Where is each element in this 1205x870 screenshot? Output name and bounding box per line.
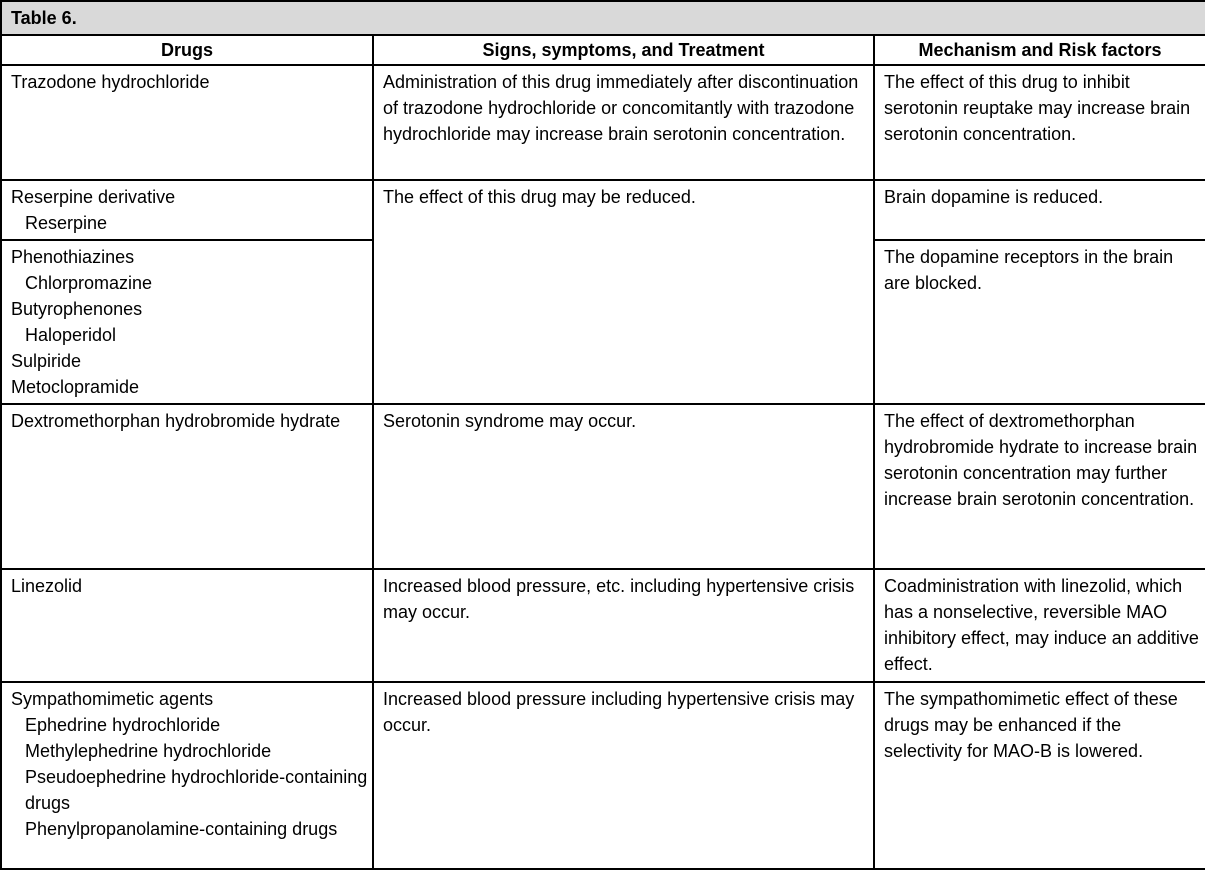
drug-group: Sympathomimetic agents <box>11 689 214 709</box>
drugs-cell <box>1 569 373 682</box>
drug-name: Linezolid <box>11 576 83 596</box>
drugs-cell <box>1 65 373 180</box>
drug-group: Reserpine derivative <box>11 187 176 207</box>
table-row-sympathomimetic <box>1 682 1205 869</box>
signs-cell: Serotonin syndrome may occur. <box>373 404 874 569</box>
signs-cell: Increased blood pressure including hypertensive crisis may occur. <box>373 682 874 869</box>
signs-cell-merged: The effect of this drug may be reduced. <box>373 180 874 404</box>
table-row-trazodone <box>1 65 1205 180</box>
mechanism-cell: The dopamine receptors in the brain are blocked. <box>874 240 1205 404</box>
mechanism-cell: The effect of dextromethorphan hydrobromide hydrate to increase brain serotonin concentration may further increase brain serotonin concentration. <box>874 404 1205 569</box>
drug-group: Phenothiazines <box>11 247 135 267</box>
col-header-mechanism: Mechanism and Risk factors <box>874 35 1205 65</box>
drug-name: Chlorpromazine <box>25 273 153 293</box>
drugs-cell <box>1 240 373 404</box>
drugs-cell <box>1 404 373 569</box>
drug-name: Haloperidol <box>25 325 117 345</box>
table-title: Table 6. <box>1 1 1205 35</box>
table-row-dextromethorphan <box>1 404 1205 569</box>
table-title-row <box>1 1 1205 35</box>
table-row-linezolid <box>1 569 1205 682</box>
drug-name: Sulpiride <box>11 351 82 371</box>
col-header-signs: Signs, symptoms, and Treatment <box>373 35 874 65</box>
mechanism-cell: The effect of this drug to inhibit serotonin reuptake may increase brain serotonin concentration. <box>874 65 1205 180</box>
drugs-cell <box>1 180 373 240</box>
table-row-reserpine <box>1 180 1205 240</box>
drug-group: Butyrophenones <box>11 299 143 319</box>
col-header-drugs: Drugs <box>1 35 373 65</box>
drug-name: Metoclopramide <box>11 377 140 397</box>
drug-name: Pseudoephedrine hydrochloride-containing drugs <box>25 767 368 813</box>
drug-name: Methylephedrine hydrochloride <box>25 741 272 761</box>
drugs-cell <box>1 682 373 869</box>
signs-cell: Increased blood pressure, etc. including hypertensive crisis may occur. <box>373 569 874 682</box>
table-header-row <box>1 35 1205 65</box>
drug-name: Phenylpropanolamine-containing drugs <box>25 819 338 839</box>
drug-name: Dextromethorphan hydrobromide hydrate <box>11 411 341 431</box>
drug-name: Reserpine <box>25 213 108 233</box>
mechanism-cell: Coadministration with linezolid, which has a nonselective, reversible MAO inhibitory effect, may induce an additive effect. <box>874 569 1205 682</box>
mechanism-cell: Brain dopamine is reduced. <box>874 180 1205 240</box>
drug-name: Trazodone hydrochloride <box>11 72 210 92</box>
signs-cell: Administration of this drug immediately after discontinuation of trazodone hydrochloride or concomitantly with trazodone hydrochloride may increase brain serotonin concentration. <box>373 65 874 180</box>
mechanism-cell: The sympathomimetic effect of these drugs may be enhanced if the selectivity for MAO-B is lowered. <box>874 682 1205 869</box>
drug-name: Ephedrine hydrochloride <box>25 715 221 735</box>
